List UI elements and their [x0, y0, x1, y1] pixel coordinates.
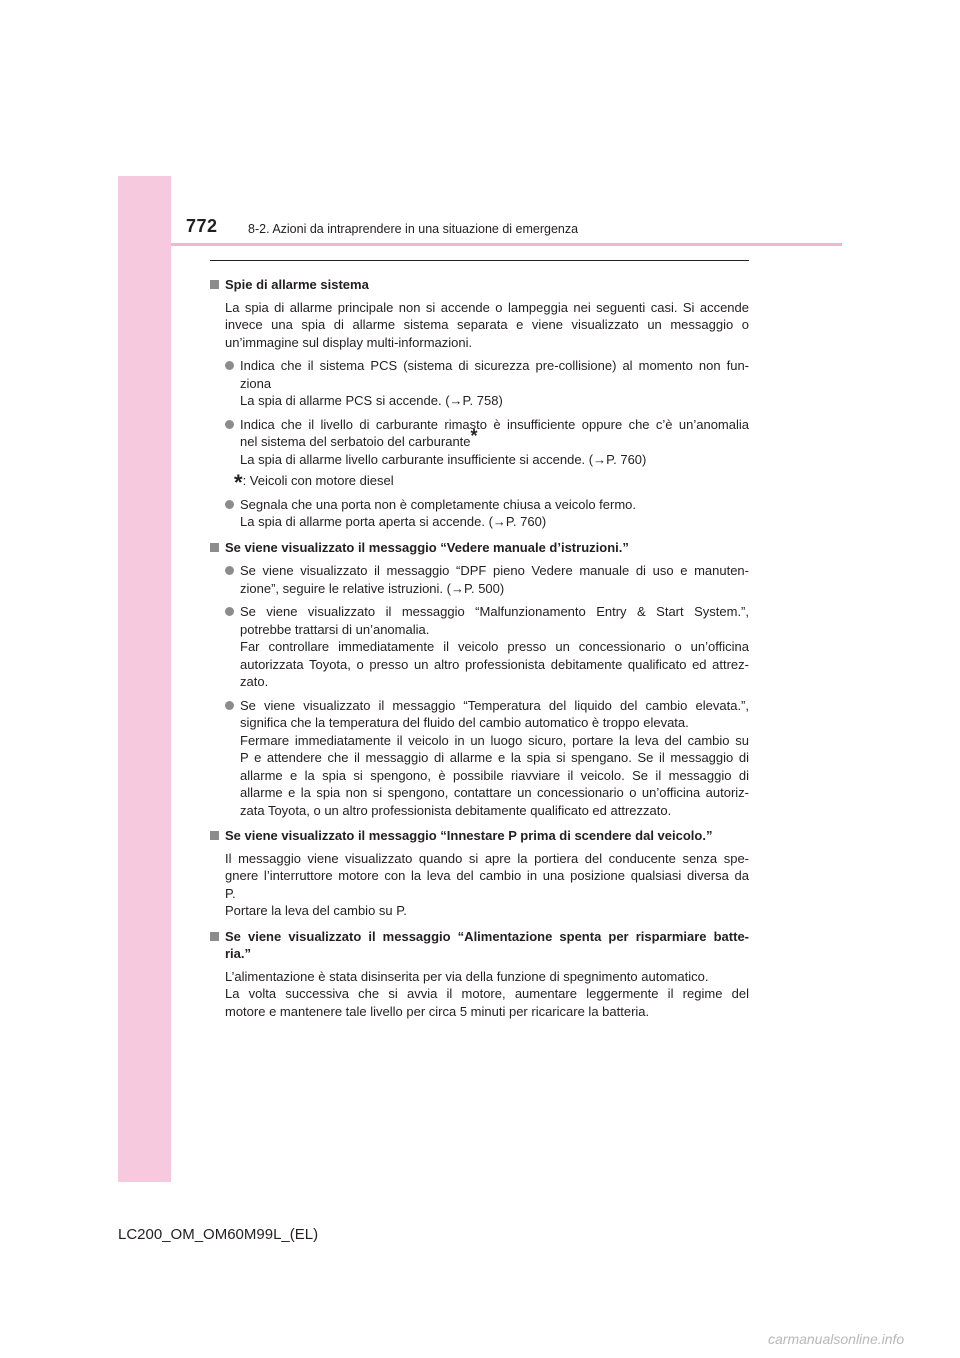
section-heading: Se viene visualizzato il messaggio “Alimentazione spenta per risparmiare batte- ria.” — [210, 928, 749, 963]
asterisk-footnote-marker: * — [234, 470, 243, 495]
section-heading: Se viene visualizzato il messaggio “Innestare P prima di scendere dal veicolo.” — [210, 827, 749, 845]
page-side-tab — [118, 176, 171, 1182]
list-item: Segnala che una porta non è completamente chiusa a veicolo fermo. La spia di allarme porta aperta si accende. (→P. 760) — [210, 496, 749, 531]
round-bullet-icon — [225, 566, 234, 575]
square-bullet-icon — [210, 831, 219, 840]
square-bullet-icon — [210, 543, 219, 552]
list-item: Se viene visualizzato il messaggio “DPF pieno Vedere manuale di uso e manuten- zione”, seguire le relative istruzioni. (→P. 500) — [210, 562, 749, 597]
footnote: *: Veicoli con motore diesel — [234, 470, 394, 495]
section-heading: Se viene visualizzato il messaggio “Vedere manuale d’istruzioni.” — [210, 539, 749, 557]
page-number: 772 — [186, 216, 218, 236]
square-bullet-icon — [210, 932, 219, 941]
content-top-rule — [210, 260, 749, 261]
watermark: carmanualsonline.info — [768, 1331, 905, 1347]
paragraph: L’alimentazione è stata disinserita per via della funzione di spegnimento automatico. La volta successiva che si avvia il motore, aumentare leggermente il regime del motore e mantenere tale livello per circa 5 minuti per ricaricare la batteria. — [225, 968, 749, 1019]
document-code: LC200_OM_OM60M99L_(EL) — [118, 1226, 319, 1243]
section-heading: Spie di allarme sistema — [210, 276, 749, 294]
paragraph: La spia di allarme principale non si accende o lampeggia nei seguenti casi. Si accende invece una spia di allarme sistema separata e viene visualizzato un messaggio o un’immagine sul display multi-informazioni. — [225, 299, 749, 350]
round-bullet-icon — [225, 420, 234, 429]
round-bullet-icon — [225, 607, 234, 616]
square-bullet-icon — [210, 280, 219, 289]
list-item: Se viene visualizzato il messaggio “Malfunzionamento Entry & Start System.”, potrebbe trattarsi di un’anomalia. Far controllare immediatamente il veicolo presso un concessionario o un’officina autorizzata Toyota, o presso un altro professionista debitamente qualificato ed attrez- zato. — [210, 603, 749, 691]
round-bullet-icon — [225, 361, 234, 370]
list-item: Indica che il livello di carburante rimasto è insufficiente oppure che c’è un’anomalia nel sistema del serbatoio del carburante* La spia di allarme livello carburante insufficiente si accende. (→P. 760) — [210, 416, 749, 469]
list-item: Se viene visualizzato il messaggio “Temperatura del liquido del cambio elevata.”, significa che la temperatura del fluido del cambio automatico è troppo elevata. Fermare immediatamente il veicolo in un luogo sicuro, portare la leva del cambio su P e attendere che il messaggio di allarme e la spia si spengano. Se il messaggio di allarme e la spia si spengono, è possibile riavviare il veicolo. Se il messaggio di allarme e la spia non si spengono, contattare un concessionario o un’officina autoriz- zata Toyota, o un altro professionista debitamente qualificato ed attrezzato. — [210, 697, 749, 820]
section-title: 8-2. Azioni da intraprendere in una situazione di emergenza — [248, 222, 579, 236]
round-bullet-icon — [225, 701, 234, 710]
list-item: Indica che il sistema PCS (sistema di sicurezza pre-collisione) al momento non fun- ziona La spia di allarme PCS si accende. (→P. 758) — [210, 357, 749, 410]
asterisk-footnote-marker: * — [470, 426, 478, 446]
round-bullet-icon — [225, 500, 234, 509]
page-content — [210, 268, 749, 1020]
header-divider — [171, 243, 842, 246]
paragraph: Il messaggio viene visualizzato quando si apre la portiera del conducente senza spe- gnere l’interruttore motore con la leva del cambio in una posizione qualsiasi diversa da P. Portare la leva del cambio su P. — [225, 850, 749, 918]
